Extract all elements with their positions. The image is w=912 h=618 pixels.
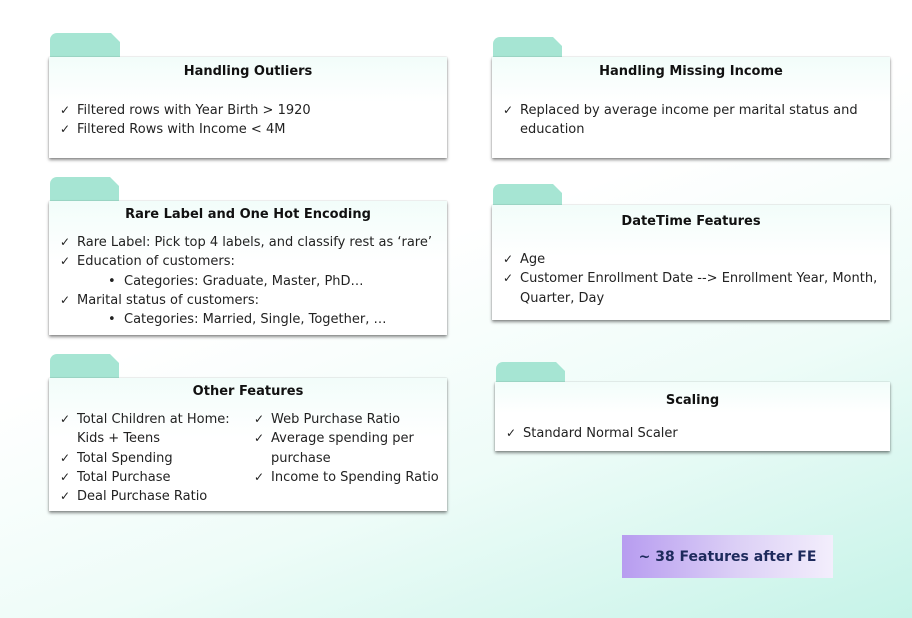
card-panel — [49, 378, 447, 511]
list-item: ✓ Filtered Rows with Income < 4M — [60, 120, 441, 139]
check-icon: ✓ — [503, 103, 514, 117]
left-column — [60, 410, 245, 506]
card-title: Scaling — [665, 393, 720, 408]
check-icon: ✓ — [60, 469, 71, 484]
list-item: ✓ Customer Enrollment Date --> Enrollment Year, Month, — [503, 269, 884, 288]
card-scaling — [495, 362, 890, 451]
list-item-continuation: Kids + Teens — [77, 431, 161, 447]
check-icon: ✓ — [60, 450, 71, 465]
list-item: ✓ Total Children at Home: — [60, 410, 245, 429]
check-icon: ✓ — [60, 292, 71, 307]
check-icon: ✓ — [60, 254, 71, 269]
card-panel — [495, 382, 890, 451]
list-item-continuation: education — [520, 122, 585, 138]
list-item: ✓ Total Spending — [60, 449, 245, 468]
card-panel — [492, 57, 890, 158]
check-icon: ✓ — [60, 122, 71, 137]
card-body — [506, 424, 884, 443]
check-icon: ✓ — [506, 426, 517, 440]
list-item-continuation: purchase — [271, 450, 331, 466]
card-body — [60, 101, 441, 140]
card-panel — [492, 205, 890, 320]
feature-count-badge: ~ 38 Features after FE — [622, 535, 833, 578]
check-icon: ✓ — [503, 271, 514, 286]
list-item: ✓ Standard Normal Scaler — [506, 424, 884, 443]
check-icon: ✓ — [254, 469, 265, 484]
list-item: ✓ Marital status of customers: — [60, 291, 441, 310]
list-item: ✓ Replaced by average income per marital status and — [503, 101, 884, 120]
card-body — [60, 410, 441, 510]
card-body — [60, 233, 441, 329]
card-title: DateTime Features — [621, 214, 761, 229]
card-body — [503, 250, 884, 308]
card-rare-label-encoding — [49, 177, 447, 335]
check-icon: ✓ — [60, 235, 71, 249]
check-icon: ✓ — [60, 489, 71, 504]
right-column — [254, 410, 444, 487]
card-panel — [49, 201, 447, 335]
sub-list-item: • Categories: Married, Single, Together, … — [60, 310, 441, 329]
card-handling-outliers — [49, 33, 447, 158]
check-icon: ✓ — [60, 103, 71, 117]
list-item: ✓ Filtered rows with Year Birth > 1920 — [60, 101, 441, 120]
check-icon: ✓ — [254, 431, 265, 446]
card-datetime-features — [492, 184, 890, 320]
list-item: ✓ Age — [503, 250, 884, 269]
list-item: ✓ Deal Purchase Ratio — [60, 487, 245, 506]
card-other-features — [49, 354, 447, 511]
list-item: ✓ Total Purchase — [60, 468, 245, 487]
card-title: Handling Outliers — [183, 64, 313, 79]
list-item: ✓ Income to Spending Ratio — [254, 468, 444, 487]
bullet-dot-icon: • — [108, 312, 116, 328]
card-tab — [50, 177, 119, 203]
list-item: ✓ Education of customers: — [60, 252, 441, 271]
card-body — [503, 101, 884, 140]
card-tab — [50, 354, 119, 380]
card-panel — [49, 57, 447, 158]
list-item: ✓ Rare Label: Pick top 4 labels, and classify rest as ‘rare’ — [60, 233, 441, 252]
card-tab — [50, 33, 120, 59]
list-item: ✓ Average spending per — [254, 429, 444, 448]
bullet-dot-icon: • — [108, 273, 116, 289]
card-title: Other Features — [192, 384, 304, 399]
card-handling-missing-income — [492, 37, 890, 158]
card-title: Rare Label and One Hot Encoding — [125, 207, 371, 222]
list-item: ✓ Web Purchase Ratio — [254, 410, 444, 429]
check-icon: ✓ — [254, 412, 265, 426]
check-icon: ✓ — [503, 252, 514, 266]
list-item-continuation: Quarter, Day — [520, 290, 605, 306]
card-title: Handling Missing Income — [599, 64, 783, 79]
sub-list-item: • Categories: Graduate, Master, PhD… — [60, 272, 441, 291]
check-icon: ✓ — [60, 412, 71, 426]
